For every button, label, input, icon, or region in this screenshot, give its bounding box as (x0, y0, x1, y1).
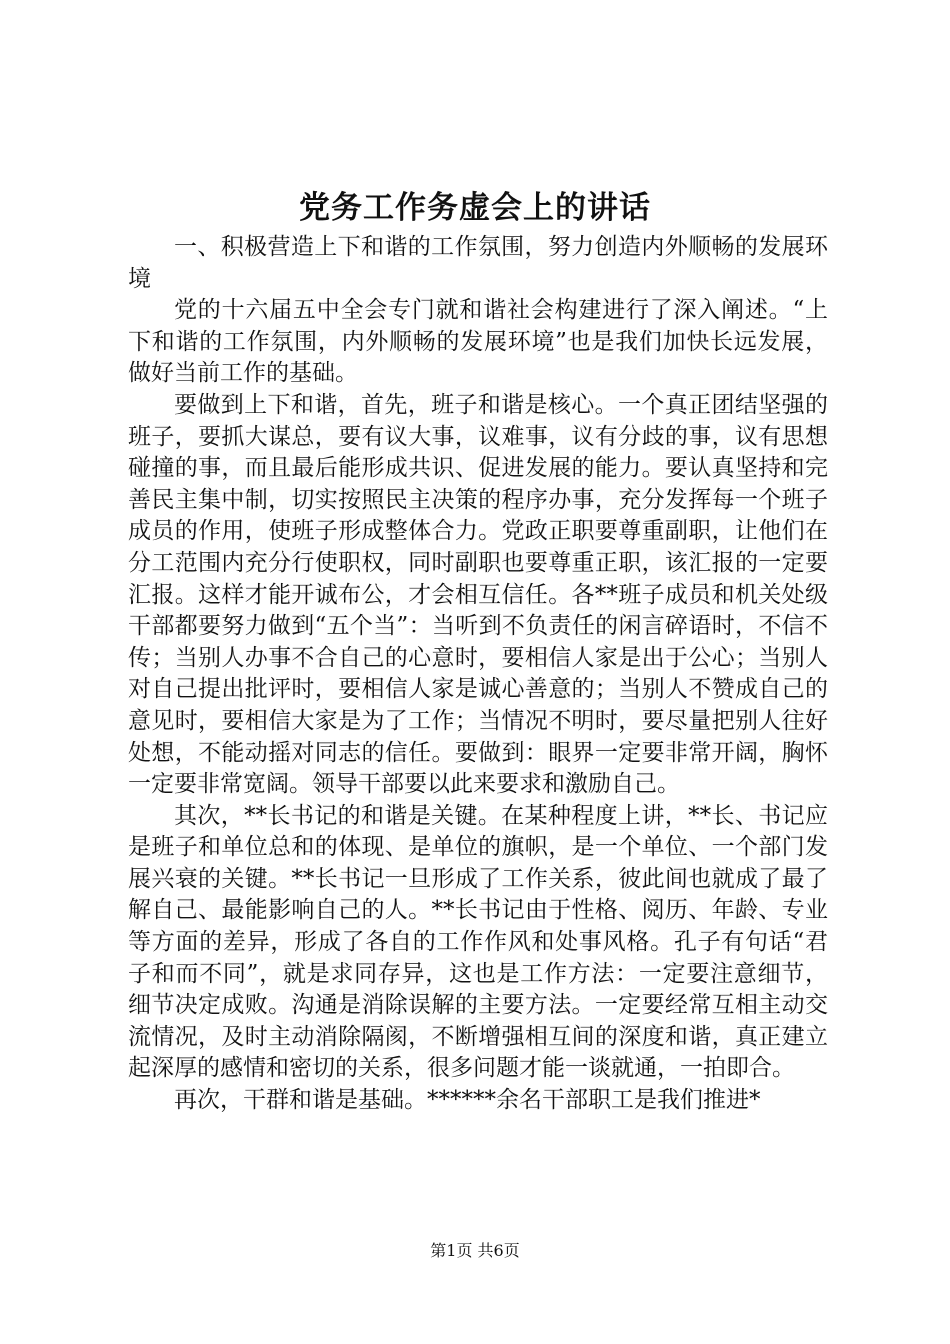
document-body (128, 232, 828, 1117)
body-paragraph: 要做到上下和谐，首先，班子和谐是核心。一个真正团结坚强的班子，要抓大谋总，要有议大事，议难事，议有分歧的事，议有思想碰撞的事，而且最后能形成共识、促进发展的能力。要认真坚持和完善民主集中制，切实按照民主决策的程序办事，充分发挥每一个班子成员的作用，使班子形成整体合力。党政正职要尊重副职，让他们在分工范围内充分行使职权，同时副职也要尊重正职，该汇报的一定要汇报。这样才能开诚布公，才会相互信任。各**班子成员和机关处级干部都要努力做到“五个当”：当听到不负责任的闲言碎语时，不信不传；当别人办事不合自己的心意时，要相信人家是出于公心；当别人对自己提出批评时，要相信人家是诚心善意的；当别人不赞成自己的意见时，要相信大家是为了工作；当情况不明时，要尽量把别人往好处想，不能动摇对同志的信任。要做到：眼界一定要非常开阔，胸怀一定要非常宽阔。领导干部要以此来要求和激励自己。 (128, 391, 828, 798)
body-paragraph: 其次，**长书记的和谐是关键。在某种程度上讲，**长、书记应是班子和单位总和的体现、是单位的旗帜，是一个单位、一个部门发展兴衰的关键。**长书记一旦形成了工作关系，彼此间也就成了最了解自己、最能影响自己的人。**长书记由于性格、阅历、年龄、专业等方面的差异，形成了各自的工作作风和处事风格。孔子有句话“君子和而不同”，就是求同存异，这也是工作方法：一定要注意细节，细节决定成败。沟通是消除误解的主要方法。一定要经常互相主动交流情况，及时主动消除隔阂，不断增强相互间的深度和谐，真正建立起深厚的感情和密切的关系，很多问题才能一谈就通，一拍即合。 (128, 802, 828, 1082)
heading-paragraph: 一、积极营造上下和谐的工作氛围，努力创造内外顺畅的发展环境 (128, 234, 828, 292)
document-title: 党务工作务虚会上的讲话 (299, 190, 651, 226)
body-paragraph: 再次，干群和谐是基础。******余名干部职工是我们推进* (174, 1087, 761, 1114)
page-number-footer: 第1页 共6页 (430, 1241, 520, 1260)
body-paragraph: 党的十六届五中全会专门就和谐社会构建进行了深入阐述。“上下和谐的工作氛围，内外顺畅的发展环境”也是我们加快长远发展，做好当前工作的基础。 (128, 297, 828, 387)
